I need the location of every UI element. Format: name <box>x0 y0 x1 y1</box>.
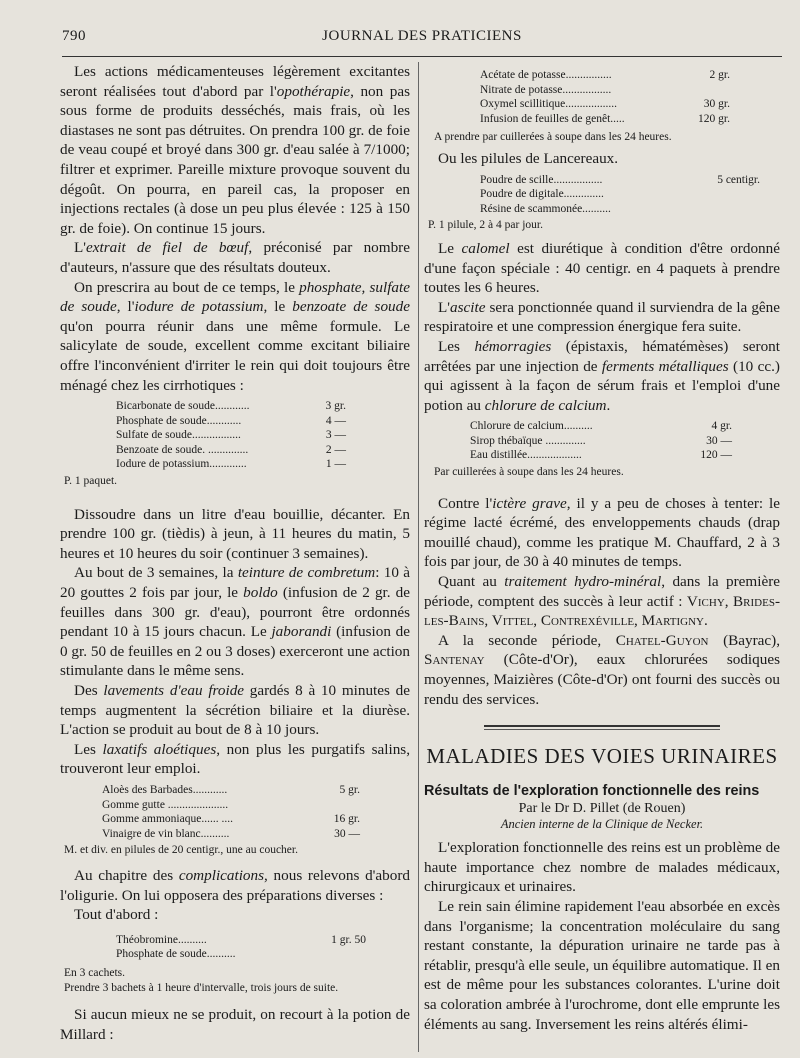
header-rule <box>62 56 782 57</box>
rx-row: Aloès des Barbades............ 5 gr. <box>102 783 360 796</box>
rx-row: Nitrate de potasse................. <box>480 83 612 96</box>
rx-row: Sirop thébaïque .............. 30 — <box>470 434 732 447</box>
paragraph: Quant au traitement hydro-minéral, dans la première période, comptent des succès à leur actif : Vichy, Brides-les-Bains, Vittel, Contrexéville, Martigny. <box>424 573 780 630</box>
author-affiliation: Ancien interne de la Clinique de Necker. <box>500 817 704 832</box>
paragraph: Tout d'abord : <box>74 906 159 924</box>
rx-note: Prendre 3 bachets à 1 heure d'intervalle, trois jours de suite. <box>64 981 339 994</box>
running-header <box>62 28 782 50</box>
rx-row: Gomme ammoniaque...... .... 16 gr. <box>102 813 360 826</box>
rx-row: Gomme gutte ..................... <box>102 798 229 811</box>
paragraph: Si aucun mieux ne se produit, on recourt à la potion de Millard : <box>60 1006 410 1043</box>
rx-note: P. 1 paquet. <box>64 475 118 488</box>
paragraph: Ou les pilules de Lancereaux. <box>438 149 619 167</box>
rx-row: Benzoate de soude. .............. 2 — <box>116 443 346 456</box>
prescription-4 <box>480 68 730 126</box>
paragraph: Dissoudre dans un litre d'eau bouillie, décanter. En prendre 100 gr. (tièdis) à jeun, à 11 heures du matin, 5 heures et 10 heures du soir (continuer 3 semaines). <box>60 505 410 562</box>
paragraph: L'ascite sera ponctionnée quand il surviendra de la gêne respiratoire et une compression énergique fera suite. <box>424 298 780 336</box>
prescription-3 <box>116 933 366 962</box>
rx-row: Théobromine.......... 1 gr. 50 <box>116 933 366 946</box>
rx-row: Poudre de scille................. 5 centigr. <box>480 173 760 186</box>
left-column <box>60 62 410 1044</box>
rx-note: M. et div. en pilules de 20 centigr., une au coucher. <box>64 844 298 857</box>
column-divider <box>418 62 419 1052</box>
paragraph: Les hémorragies (épistaxis, hématémèses) seront arrêtées par une injection de ferments métalliques (10 cc.) qui agissent à la façon de sérum frais et l'emploi d'une potion au chlorure de calcium. <box>424 337 780 414</box>
section-separator <box>484 725 720 730</box>
rx-note: Par cuillerées à soupe dans les 24 heures. <box>434 466 624 479</box>
rx-row: Phosphate de soude............ 4 — <box>116 414 346 427</box>
paragraph: On prescrira au bout de ce temps, le phosphate, sulfate de soude, l'iodure de potassium, le benzoate de soude qu'on pourra réunir dans une même formule. Le salicylate de soude, excellent comme excitant biliaire offre l'inconvénient d'irriter le rein qui doit toujours être ménagé chez les cirrhotiques : <box>60 278 410 394</box>
paragraph: Au bout de 3 semaines, la teinture de combretum: 10 à 20 gouttes 2 fois par jour, le boldo (infusion de 2 gr. de feuilles dans 300 gr. d'eau), pourront être ordonnés pendant 10 à 15 jours chacun. Le jaborandi (infusion de 0 gr. 50 de feuilles en 2 ou 3 doses) exerceront une action stimulante dans le même sens. <box>60 564 410 680</box>
rx-row: Phosphate de soude.......... <box>116 948 236 961</box>
rx-note: P. 1 pilule, 2 à 4 par jour. <box>428 219 543 232</box>
paragraph: Au chapitre des complications, nous relevons d'abord l'oligurie. On lui opposera des préparations diverses : <box>60 866 410 904</box>
rx-row: Iodure de potassium............. 1 — <box>116 458 346 471</box>
journal-title: JOURNAL DES PRATICIENS <box>322 28 522 44</box>
rx-row: Vinaigre de vin blanc.......... 30 — <box>102 827 360 840</box>
rx-row: Oxymel scillitique.................. 30 gr. <box>480 98 730 111</box>
paragraph: Le rein sain élimine rapidement l'eau absorbée en excès dans l'organisme; la concentration moléculaire du sang restant constante, la dépuration urinaire ne tarde pas à rétablir, presqu'à elle seule, un équilibre automatique. Il en est de même pour les substances colorantes. L'urine doit sa coloration ambrée à l'urochrome, dont elle emprunte les éléments au sang. Inversement les reins altérés élimi- <box>424 897 780 1033</box>
right-column <box>424 62 780 1034</box>
paragraph: A la seconde période, Chatel-Guyon (Bayrac), Santenay (Côte-d'Or), eaux chlorurées sodiques moyennes, Maizières (Côte-d'Or) ont fourni des succès ou rendu des services. <box>424 631 780 708</box>
rx-row: Eau distillée................... 120 — <box>470 449 732 462</box>
paragraph: Les laxatifs aloétiques, non plus les purgatifs salins, trouveront leur emploi. <box>60 740 410 778</box>
rx-row: Poudre de digitale.............. <box>480 188 604 201</box>
paragraph: Le calomel est diurétique à condition d'être ordonné d'une façon spéciale : 40 centigr. en 4 paquets à prendre toutes les 6 heures. <box>424 239 780 297</box>
prescription-6 <box>470 419 732 463</box>
page-number: 790 <box>62 28 86 44</box>
rx-row: Bicarbonate de soude............ 3 gr. <box>116 400 346 413</box>
rx-row: Résine de scammonée.......... <box>480 202 611 215</box>
rx-note: En 3 cachets. <box>64 966 125 979</box>
paragraph: Les actions médicamenteuses légèrement excitantes seront réalisées tout d'abord par l'opothérapie, non pas sous forme de produits desséchés, mais frais, où les diastases ne sont pas détruites. On prendra 100 gr. de foie de veau coupé et broyé dans 300 gr. d'eau salée à 7/1000; filtrer et exprimer. Pareille mixture provoque souvent du dégoût. On pourra, en pareil cas, la proposer en injections rectales (à dose un peu plus élevée : 125 à 150 gr. de foie). On continue 15 jours. <box>60 63 410 237</box>
rx-row: Sulfate de soude................. 3 — <box>116 429 346 442</box>
prescription-1 <box>116 399 346 472</box>
rx-row: Infusion de feuilles de genêt..... 120 gr. <box>480 112 730 125</box>
article-title: Résultats de l'exploration fonctionnelle des reins <box>424 783 760 800</box>
article-author: Par le Dr D. Pillet (de Rouen) <box>518 801 686 817</box>
paragraph: L'extrait de fiel de bœuf, préconisé par nombre d'auteurs, n'assure que des résultats douteux. <box>60 239 410 276</box>
paragraph: Contre l'ictère grave, il y a peu de choses à tenter: le régime lacté écrémé, des enveloppements chauds (drap mouillé chaud), comme les pratique M. Chauffard, 2 à 3 fois par jour, de 30 à 40 minutes de temps. <box>424 494 780 571</box>
prescription-5 <box>480 173 760 217</box>
paragraph: Des lavements d'eau froide gardés 8 à 10 minutes de temps augmentent la sécrétion biliaire et la diurèse. L'action se produit au bout de 8 à 10 jours. <box>60 682 410 739</box>
rx-row: Acétate de potasse................ 2 gr. <box>480 69 730 81</box>
rx-row: Chlorure de calcium.......... 4 gr. <box>470 420 732 433</box>
section-title: MALADIES DES VOIES URINAIRES <box>426 744 778 769</box>
rx-note: A prendre par cuillerées à soupe dans les 24 heures. <box>434 131 672 144</box>
prescription-2 <box>102 783 360 841</box>
paragraph: L'exploration fonctionnelle des reins est un problème de haute importance chez nombre de malades médicaux, chirurgicaux et urinaires. <box>424 839 780 896</box>
